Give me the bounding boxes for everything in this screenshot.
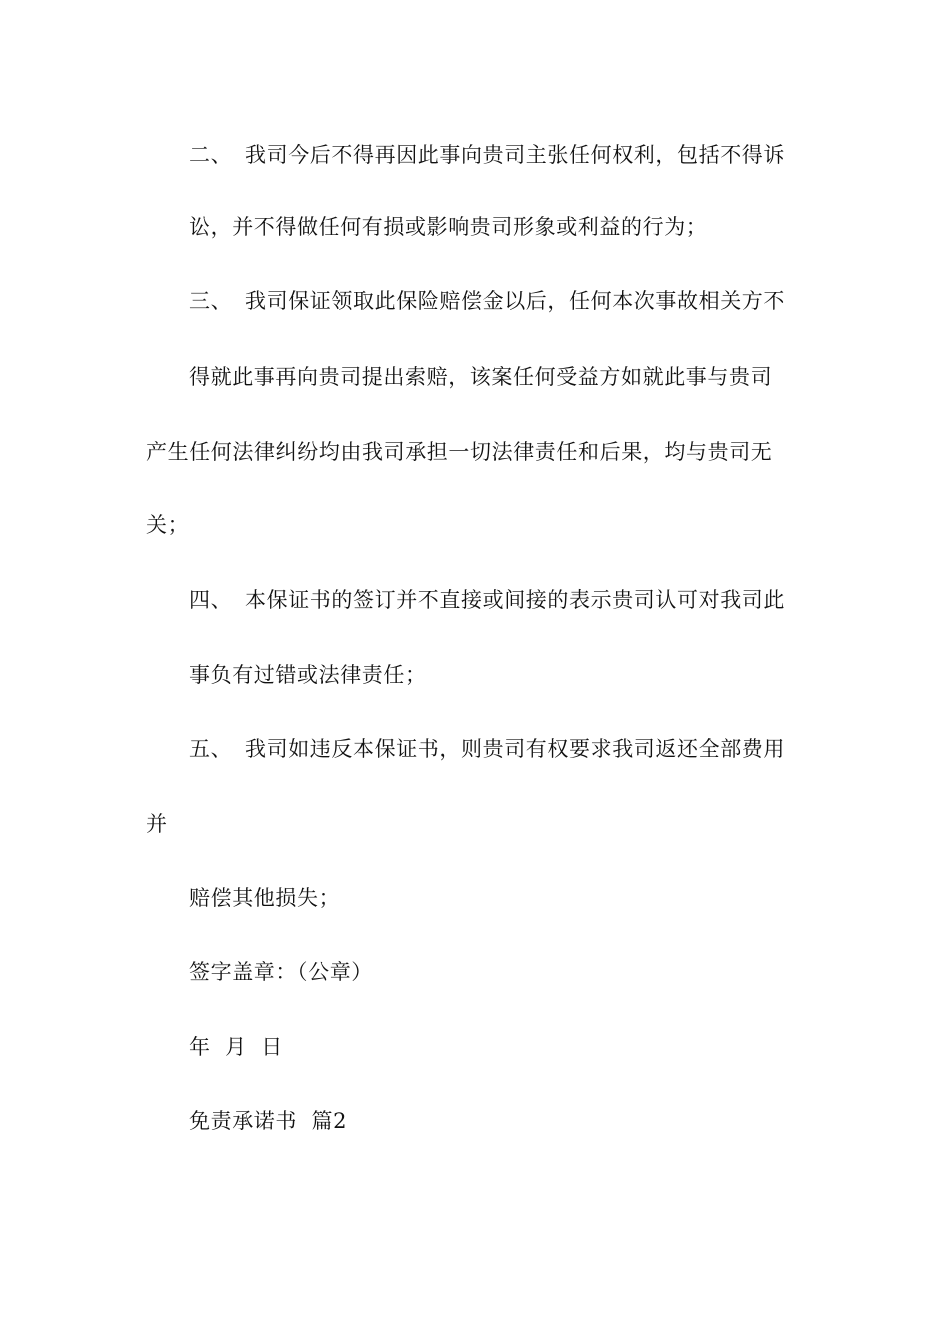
clause-2-line-1 [189, 140, 785, 170]
clause-5-line-3: 赔偿其他损失； [189, 886, 341, 910]
clause-2-number: 二、 [189, 143, 233, 167]
clause-2-line-2: 讼，并不得做任何有损或影响贵司形象或利益的行为； [189, 215, 708, 239]
signature-line: 签字盖章：（公章） [189, 960, 373, 984]
clause-4-line-2: 事负有过错或法律责任； [189, 663, 427, 687]
clause-3-line-1 [189, 286, 785, 316]
clause-5-line-1 [189, 734, 785, 764]
clause-5-line-2: 并 [146, 812, 168, 836]
clause-3-line-4: 关； [146, 513, 190, 537]
clause-4-number: 四、 [189, 588, 233, 612]
clause-4-line-1 [189, 585, 785, 615]
clause-4-text-1: 本保证书的签订并不直接或间接的表示贵司认可对我司此 [245, 588, 785, 612]
clause-3-line-2: 得就此事再向贵司提出索赔，该案任何受益方如就此事与贵司 [189, 365, 773, 389]
clause-3-number: 三、 [189, 289, 233, 313]
clause-5-text-1: 我司如违反本保证书，则贵司有权要求我司返还全部费用 [245, 737, 785, 761]
clause-3-text-1: 我司保证领取此保险赔偿金以后，任何本次事故相关方不 [245, 289, 785, 313]
clause-5-number: 五、 [189, 737, 233, 761]
next-section-title: 免责承诺书 篇2 [189, 1109, 348, 1133]
clause-3-line-3: 产生任何法律纠纷均由我司承担一切法律责任和后果，均与贵司无 [146, 440, 773, 464]
date-line: 年 月 日 [189, 1035, 283, 1059]
clause-2-text-1: 我司今后不得再因此事向贵司主张任何权利，包括不得诉 [245, 143, 785, 167]
